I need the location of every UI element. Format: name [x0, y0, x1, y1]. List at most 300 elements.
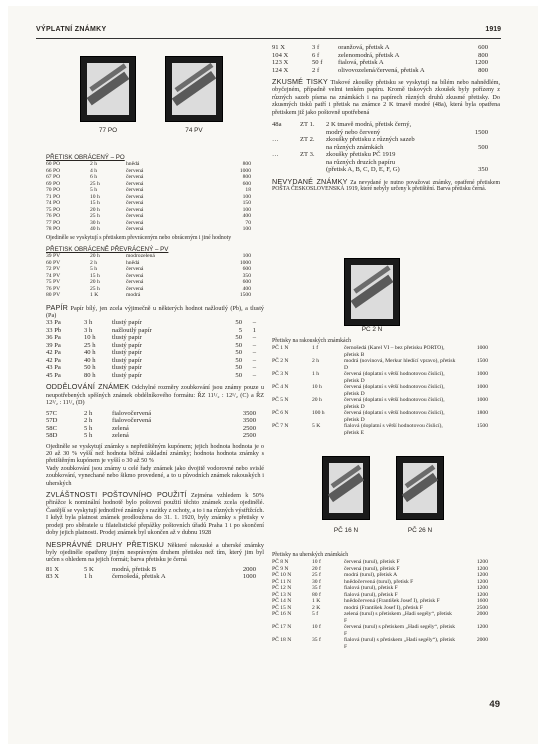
table-row	[46, 357, 256, 365]
table-cell: 5 h	[90, 266, 97, 273]
stamp-77-po-image	[80, 56, 136, 122]
table-cell: 1800	[476, 410, 488, 417]
stamp-pc26n-image	[396, 456, 444, 520]
table-cell: 1000	[239, 167, 251, 174]
table-row	[272, 371, 488, 384]
table-cell: 1200	[476, 585, 488, 592]
table-cell: 50	[235, 349, 242, 357]
table-cell: hnědočervená (František Josef I), přetisk F	[344, 598, 440, 605]
table-cell: 1 h	[312, 371, 319, 378]
table-cell: 800	[478, 51, 488, 59]
table-cell: –	[252, 356, 256, 364]
table-cell	[300, 129, 326, 137]
table-row	[46, 334, 256, 342]
table-cell	[458, 159, 488, 167]
table-row	[272, 136, 488, 144]
table-cell: 1 h	[84, 573, 93, 581]
table-cell: na různých známkách	[326, 143, 384, 151]
oddelovani-table	[46, 410, 256, 440]
table-cell: olivovozelená/červená, přetisk A	[338, 66, 425, 74]
table-cell: červená (turul) s přetiskem „Hadi segély“, přetisk F	[344, 624, 456, 637]
table-cell	[458, 136, 488, 144]
table-cell: 1500	[476, 358, 488, 365]
table-cell: PČ 18 N	[272, 637, 292, 644]
table-row	[272, 67, 488, 75]
table-cell: 350	[242, 272, 251, 279]
table-cell: PČ 12 N	[272, 585, 292, 592]
table-cell: 4 h	[90, 167, 97, 174]
table-cell: 50	[235, 356, 242, 364]
table-cell: červená (turul), přetisk F	[344, 559, 400, 566]
table-cell: červená	[126, 213, 144, 220]
table-cell: fialová (doplatní s větší hodnotovou číslicí), přetisk E	[344, 423, 443, 436]
zvlastnosti-paragraph	[46, 491, 264, 536]
table-cell: 10 f	[312, 624, 321, 631]
table-cell: 2 K	[312, 604, 321, 611]
table-cell: 33 Pa	[46, 319, 61, 327]
table-cell: červená (doplatní s větší hodnotovou číslicí), přetisk D	[344, 410, 445, 423]
table-cell: tlustý papír	[112, 364, 142, 372]
table-cell: fialová, přetisk A	[338, 59, 384, 66]
table-cell: 57C	[46, 409, 57, 417]
zvlastnosti-heading: ZVLÁŠTNOSTI POŠTOVNÍHO POUŽITÍ	[46, 490, 187, 500]
table-row	[272, 121, 488, 129]
stamp-74-pv-image	[165, 56, 223, 122]
table-row	[272, 52, 488, 60]
left-column	[46, 154, 264, 581]
table-cell: PČ 15 N	[272, 604, 292, 611]
table-row	[46, 417, 256, 425]
rakouske-table	[272, 345, 488, 436]
table-cell	[300, 166, 326, 174]
table-cell: 35 f	[312, 585, 321, 592]
table-cell: 100	[242, 253, 251, 260]
stamp-pc2n-image	[344, 258, 400, 326]
table-cell: 42 Pa	[46, 349, 61, 357]
table-cell: 1000	[239, 259, 251, 266]
table-cell: modrá (novinová, Merkur hledící vpravo), přetisk D	[344, 358, 456, 371]
table-cell: 3 h	[84, 326, 93, 334]
table-cell: 25 f	[312, 572, 321, 579]
table-row	[272, 384, 488, 397]
table-cell: 66 PO	[46, 167, 61, 174]
table-cell: PČ 17 N	[272, 624, 292, 631]
table-cell: PČ 11 N	[272, 578, 292, 585]
stamp-pc2n-caption: PČ 2 N	[361, 326, 383, 333]
table-cell: červená	[126, 206, 144, 213]
table-cell	[300, 159, 326, 167]
table-row	[272, 151, 488, 159]
table-cell: 2500	[242, 424, 256, 432]
zkusme-text: Tiskové zkoušky přetisku se vyskytují na bílém nebo nahnědlém, obyčejném, případně velmi tenkém papíru. Kromě tiskových zkoušek byly pořízeny z různých sazeb písma na známkách i na papírech různých druhů zkusmé přetisky. Do zkusmých tisků patří i přetisk na známce 2 K tmavě modré (48a), která byla opatřena přetiskem již jako poštovně upotřebená	[272, 79, 500, 116]
table-cell: černošedá, přetisk A	[112, 573, 166, 581]
uherske-table	[272, 559, 488, 650]
table-cell: 3500	[242, 409, 256, 417]
table-cell: 600	[242, 180, 251, 187]
uherske-title: Přetisky na uherských známkách	[272, 552, 349, 558]
table-cell: 83 X	[46, 573, 60, 581]
stamp-77-po-caption: 77 PO	[98, 127, 118, 134]
table-cell: 72 PV	[46, 266, 61, 273]
table-cell: 2000	[242, 565, 256, 573]
table-cell: zelená	[112, 432, 129, 440]
table-cell: PČ 3 N	[272, 371, 289, 378]
papir-table	[46, 319, 256, 379]
table-cell: červená	[126, 279, 144, 286]
table-cell: –	[252, 364, 256, 372]
table-cell: 123 X	[272, 59, 289, 66]
table-cell: 60 PV	[46, 259, 61, 266]
table-row	[46, 349, 256, 357]
table-cell: 5 h	[84, 424, 93, 432]
table-cell: 76 PV	[46, 285, 61, 292]
table-cell: na různých druzích papíru	[326, 158, 396, 166]
table-cell: 1000	[476, 345, 488, 352]
table-row	[272, 59, 488, 67]
table-cell: červená	[126, 272, 144, 279]
nevydane-paragraph	[272, 176, 500, 194]
header-year: 1919	[485, 26, 501, 33]
table-cell: –	[252, 319, 256, 327]
table-cell: 1600	[476, 598, 488, 605]
rakouske-title: Přetisky na rakouských známkách	[272, 338, 352, 344]
table-cell: hnědočervená (turul), přetisk F	[344, 578, 414, 585]
table-cell: červená	[126, 219, 144, 226]
table-cell	[272, 144, 300, 152]
table-cell: 69 PO	[46, 180, 61, 187]
x-variants-table	[272, 44, 488, 74]
table-cell: PČ 9 N	[272, 565, 289, 572]
table-cell: 15 h	[90, 200, 100, 207]
table-row	[46, 566, 256, 574]
nespravne-paragraph	[46, 541, 264, 564]
table-row	[272, 637, 488, 650]
table-cell: červená	[126, 180, 144, 187]
header-title: VÝPLATNÍ ZNÁMKY	[36, 26, 107, 33]
table-cell: 20 h	[312, 397, 322, 404]
table-cell: červená	[126, 167, 144, 174]
table-cell	[272, 129, 300, 137]
table-cell: 1 K	[312, 598, 321, 605]
table-cell: 80 PV	[46, 292, 61, 299]
table-cell: 1 K	[90, 292, 99, 299]
table-cell: 100	[242, 226, 251, 233]
table-cell: PČ 5 N	[272, 397, 289, 404]
table-cell: 2 h	[84, 409, 93, 417]
table-cell: 33 Pb	[46, 326, 62, 334]
table-cell: 75 PV	[46, 279, 61, 286]
table-cell: 1000	[476, 397, 488, 404]
table-cell: ZT 3.	[300, 151, 315, 159]
table-cell: 1200	[476, 559, 488, 566]
obraceny-table	[46, 161, 251, 233]
table-cell: ZT 1.	[300, 121, 315, 129]
table-cell: …	[272, 136, 279, 144]
table-cell: 1500	[474, 128, 488, 136]
table-cell: modrá	[126, 292, 141, 299]
table-cell: 2 f	[312, 66, 320, 74]
table-cell: PČ 8 N	[272, 559, 289, 566]
table-cell: 45 Pa	[46, 371, 61, 379]
table-cell: 2 h	[312, 358, 319, 365]
table-cell: 50 f	[312, 59, 323, 66]
table-cell: tlustý papír	[112, 341, 142, 349]
table-cell: 1000	[242, 573, 256, 581]
table-cell: 600	[242, 266, 251, 273]
table-cell: 80 h	[84, 371, 96, 379]
stamp-pc16n-image	[322, 456, 370, 520]
table-row	[272, 129, 488, 137]
table-cell: ZT 2.	[300, 136, 315, 144]
oddelovani-text: Odchylné rozměry zoubkování jsou známy pouze u neupotřebených spěšných známek obdélníkového formátu: ŘZ 11¹/₂ : 12¹/₂ (C) a ŘZ 12¹/₂ : 11¹/₂ (D)	[46, 384, 265, 407]
table-row	[272, 624, 488, 637]
table-cell: 75 PO	[46, 206, 61, 213]
table-cell: 1200	[476, 565, 488, 572]
oddelovani-heading: ODDĚLOVÁNÍ ZNÁMEK	[46, 382, 130, 392]
table-cell: (přetisk A, B, C, D, E, F, G)	[326, 166, 400, 174]
table-cell: 5 h	[90, 187, 97, 194]
table-cell: –	[252, 341, 256, 349]
table-cell: modrozelená	[126, 253, 155, 260]
table-cell: černošedá (Karel VI – bez přetisku PORTO), přetisk B	[344, 345, 445, 358]
table-row	[272, 44, 488, 52]
table-row	[272, 423, 488, 436]
page-number: 49	[489, 699, 500, 710]
table-cell: PČ 4 N	[272, 384, 289, 391]
table-cell: PČ 16 N	[272, 611, 292, 618]
table-cell: 2000	[476, 611, 488, 618]
table-row	[46, 372, 256, 380]
zkusme-table	[272, 121, 488, 174]
table-cell: 39 PV	[46, 253, 61, 260]
table-row	[46, 327, 256, 335]
oddelovani-paragraph	[46, 383, 264, 406]
nespravne-heading: NESPRÁVNÉ DRUHY PŘETISKU	[46, 539, 165, 549]
table-cell: modrá, přetisk B	[112, 565, 157, 573]
table-cell: 80 f	[312, 591, 321, 598]
table-cell: 74 PO	[46, 200, 61, 207]
table-cell: 20 h	[90, 206, 100, 213]
table-cell: 30 f	[312, 578, 321, 585]
table-cell: 2000	[476, 637, 488, 644]
table-cell: zelenomodrá, přetisk A	[338, 51, 400, 59]
stamp-pc26n-caption: PČ 26 N	[407, 527, 433, 534]
table-cell: červená	[126, 193, 144, 200]
table-cell: 5 f	[312, 611, 319, 618]
table-cell: červená (doplatní s větší hodnotovou číslicí), přetisk D	[344, 384, 445, 397]
table-row	[46, 342, 256, 350]
table-row	[272, 144, 488, 152]
table-cell: 1000	[476, 371, 488, 378]
table-cell: 20 f	[312, 565, 321, 572]
table-cell: 800	[242, 161, 251, 168]
table-row	[46, 573, 256, 581]
table-cell: 10 h	[312, 384, 322, 391]
table-cell: 40 h	[84, 349, 96, 357]
table-cell: oranžová, přetisk A	[338, 44, 390, 51]
table-cell: 71 PO	[46, 193, 61, 200]
table-row	[46, 410, 256, 418]
table-cell: 70 PO	[46, 187, 61, 194]
table-cell: 25 h	[90, 285, 100, 292]
table-cell: červená	[126, 200, 144, 207]
table-row	[272, 397, 488, 410]
table-cell: 76 PO	[46, 213, 61, 220]
table-cell: 100 h	[312, 410, 325, 417]
table-cell: 70	[245, 219, 251, 226]
table-cell: 10 h	[90, 193, 100, 200]
table-cell: 1000	[476, 384, 488, 391]
table-cell: modrá (František Josef I), přetisk F	[344, 604, 423, 611]
table-cell: 1500	[476, 423, 488, 430]
table-cell: 50 h	[84, 364, 96, 372]
table-cell: 67 PO	[46, 174, 61, 181]
table-cell: 42 Pa	[46, 356, 61, 364]
table-cell: 1200	[476, 591, 488, 598]
table-cell: 1200	[474, 59, 488, 66]
table-cell: červená (doplatní s větší hodnotovou číslicí), přetisk D	[344, 397, 445, 410]
table-cell: zkoušky přetisku PČ 1919	[326, 151, 396, 159]
table-cell: fialová (turul), přetisk F	[344, 591, 398, 598]
table-row	[272, 166, 488, 174]
table-cell	[300, 144, 326, 152]
table-cell: červená	[126, 266, 144, 273]
oddelovani-note: Ojediněle se vyskytují známky s nepřetištěným kupónem; jejich hodnota hodnota je o 20 až 30 % vyšší než hodnota běžná základní známky; hodnota hodnota známky s přetištěným kupónem je vyšší o 30 až 50 %	[46, 442, 264, 465]
table-cell: 50	[235, 334, 242, 342]
table-cell: hnědá	[126, 161, 140, 168]
papir-paragraph	[46, 304, 264, 320]
table-cell: 43 Pa	[46, 364, 61, 372]
table-cell: 74 PV	[46, 272, 61, 279]
table-cell: 800	[478, 66, 488, 74]
table-cell: 20 h	[90, 253, 100, 260]
table-cell: 1200	[476, 624, 488, 631]
table-cell: 5	[238, 326, 242, 334]
table-cell: 10 h	[84, 334, 96, 342]
table-cell: 1500	[239, 292, 251, 299]
table-cell: 58C	[46, 424, 57, 432]
table-cell: tlustý papír	[112, 334, 142, 342]
nespravne-text: Některé rakouské a uherské známky byly ojediněle opatřeny jiným nesprávným druhem přetisku než tím, který jim byl určen s ohledem na jejich formát; barva přetisku je černá	[46, 541, 264, 564]
table-cell: 6 f	[312, 51, 320, 59]
table-row	[46, 292, 251, 299]
rakouske-block	[272, 338, 500, 436]
table-cell: 5 K	[84, 565, 94, 573]
table-cell: 40 h	[84, 356, 96, 364]
table-cell: 800	[242, 174, 251, 181]
table-row	[46, 319, 256, 327]
running-header	[36, 26, 501, 39]
table-cell: 50	[235, 364, 242, 372]
table-cell: 600	[478, 44, 488, 51]
table-cell: 25 h	[90, 213, 100, 220]
obraceny-title: PŘETISK OBRÁCENÝ – PO	[46, 154, 125, 161]
table-cell: 2 h	[90, 259, 97, 266]
table-cell	[272, 166, 300, 174]
table-cell	[272, 159, 300, 167]
table-cell: 6 h	[90, 174, 97, 181]
table-cell: 50	[235, 371, 242, 379]
papir-text: Papír bílý, jen zcela výjimečně u některých hodnot nažloutlý (Pb), a tlustý (Pa)	[46, 304, 265, 320]
right-column	[272, 44, 500, 193]
table-row	[272, 611, 488, 624]
table-cell: 91 X	[272, 44, 286, 51]
table-cell: PČ 1 N	[272, 345, 289, 352]
table-cell: 3 f	[312, 44, 320, 51]
nevydane-heading: NEVYDANÉ ZNÁMKY	[272, 176, 348, 186]
table-cell: červená	[126, 285, 144, 292]
table-row	[46, 425, 256, 433]
table-cell: 18	[245, 187, 251, 194]
table-cell: 35 f	[312, 637, 321, 644]
table-row	[46, 364, 256, 372]
table-cell: hnědá	[126, 259, 140, 266]
table-cell	[458, 121, 488, 129]
table-cell: 1 f	[312, 345, 319, 352]
table-cell: 78 PO	[46, 226, 61, 233]
table-cell: PČ 6 N	[272, 410, 289, 417]
table-cell: 500	[478, 143, 488, 151]
table-cell: fialovočervená	[112, 409, 152, 417]
table-cell: 30 h	[90, 219, 100, 226]
papir-heading: PAPÍR	[46, 302, 69, 312]
stamp-pc16n-caption: PČ 16 N	[333, 527, 359, 534]
table-cell: 15 h	[90, 272, 100, 279]
table-cell: 25 h	[90, 180, 100, 187]
table-row	[46, 432, 256, 440]
table-cell: 100	[242, 206, 251, 213]
table-cell: 100	[242, 193, 251, 200]
table-cell: 50	[235, 341, 242, 349]
table-cell: fialovočervená	[112, 417, 152, 425]
table-row	[46, 226, 251, 233]
table-cell: 39 Pa	[46, 341, 61, 349]
table-cell: 400	[242, 285, 251, 292]
zvlastnosti-text: Zejména vzhledem k 50% přirážce k nominální hodnotě bylo poštovní použití těchto známek zcela ojedinělé. Častější se vyskytují jednotlivé známky s razítky z ochoty, a to i na různých výstřižcích. I když byla platnost známek prodloužena do 31. 1. 1920, byly známky s přetisky v prodeji pro sběratele u filatelistické přepážky poštovních úřadů Praha 1 i po skončení doby jejich platnosti. Prodej známek byl ukončen až v dubnu 1928	[46, 492, 264, 537]
obraceny-note: Ojediněle se vyskytují s přetiskem převráceným nebo obráceným i jiné hodnoty	[46, 234, 232, 241]
table-cell: nažloutlý papír	[112, 326, 152, 334]
prevraceny-title: PŘETISK OBRÁCENĚ PŘEVRÁCENÝ – PV	[46, 245, 169, 253]
oddelovani-note-2: Vady zoubkování jsou známy u celé řady známek jako dvojitě vodorovné nebo svislé zoubkování, vynechané nebo šikmo provedené, a to u původních známek rakouských i uherských	[46, 464, 264, 487]
nevydane-text: Za nevydané je nutno považovat známky, opatřené přetiskem POŠTA ČESKOSLOVENSKÁ 1919, které nebyly určeny k přetištění. Barva přetisku černá.	[272, 179, 500, 193]
table-row	[272, 358, 488, 371]
uherske-block	[272, 552, 500, 650]
table-cell: červená	[126, 174, 144, 181]
table-cell: červená (turul), přetisk F	[344, 565, 400, 572]
table-row	[272, 345, 488, 358]
table-cell: 104 X	[272, 51, 289, 59]
table-cell: tlustý papír	[112, 349, 142, 357]
table-cell: PČ 2 N	[272, 358, 289, 365]
table-cell: 5 h	[84, 432, 93, 440]
table-cell: 150	[242, 200, 251, 207]
table-cell: 600	[242, 279, 251, 286]
stamp-74-pv-caption: 74 PV	[185, 127, 203, 134]
table-cell: tlustý papír	[112, 319, 142, 327]
table-cell: …	[272, 151, 279, 159]
nespravne-table	[46, 566, 256, 581]
prevraceny-table	[46, 253, 251, 299]
table-cell: –	[252, 334, 256, 342]
table-cell: zkoušky přetisku z různých sazeb	[326, 136, 415, 144]
table-cell: PČ 7 N	[272, 423, 289, 430]
table-cell: –	[252, 349, 256, 357]
table-cell: červená	[126, 226, 144, 233]
table-cell: 40 h	[90, 226, 100, 233]
table-cell: 124 X	[272, 66, 289, 74]
table-cell: 20 h	[90, 279, 100, 286]
table-cell: 60 PO	[46, 161, 61, 168]
